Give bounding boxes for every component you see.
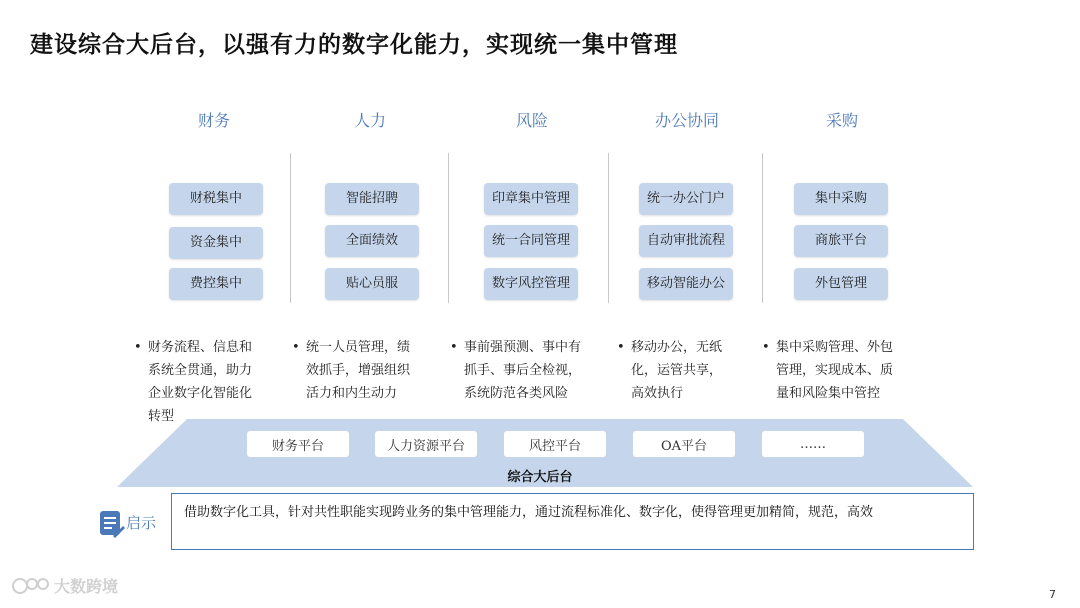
capability-chip: 集中采购 [794,183,888,215]
column-divider [762,153,763,303]
platform-item: …… [762,431,864,457]
column-heading-office: 办公协同 [654,111,719,130]
column-description-hr: • 统一人员管理，绩 效抓手，增强组织 活力和内生动力 [306,336,451,405]
capability-chip: 智能招聘 [325,183,419,215]
column-divider [448,153,449,303]
insight-text: 借助数字化工具，针对共性职能实现跨业务的集中管理能力，通过流程标准化、数字化，使得管理更加精简，规范，高效 [184,505,874,520]
capability-chip: 统一合同管理 [484,225,578,257]
capability-chip: 统一办公门户 [639,183,733,215]
capability-chip: 移动智能办公 [639,268,733,300]
bullet-icon: • [762,340,770,355]
column-heading-finance: 财务 [197,111,230,130]
column-description-finance: • 财务流程、信息和 系统全贯通，助力 企业数字化智能化 转型 [148,336,293,428]
column-divider [608,153,609,303]
capability-chip: 贴心员服 [325,268,419,300]
page-number: 7 [1049,588,1056,601]
watermark [12,574,118,597]
capability-chip: 数字风控管理 [484,268,578,300]
capability-chip: 商旅平台 [794,225,888,257]
column-heading-hr: 人力 [353,111,386,130]
bullet-icon: • [292,340,300,355]
platform-item: 财务平台 [247,431,349,457]
watermark-text: 大数跨境 [54,577,119,596]
column-description-office: • 移动办公，无纸 化，运管共享， 高效执行 [631,336,776,405]
column-divider [290,153,291,303]
capability-chip: 全面绩效 [325,225,419,257]
capability-chip: 费控集中 [169,268,263,300]
capability-chip: 财税集中 [169,183,263,215]
page-title: 建设综合大后台，以强有力的数字化能力，实现统一集中管理 [30,32,678,58]
bullet-icon: • [450,340,458,355]
column-description-risk: • 事前强预测、事中有 抓手、事后全检视， 系统防范各类风险 [464,336,609,405]
bullet-icon: • [134,340,142,355]
bullet-icon: • [617,340,625,355]
platform-item: 人力资源平台 [375,431,477,457]
watermark-logo-icon [12,576,50,596]
capability-chip: 印章集中管理 [484,183,578,215]
capability-chip: 自动审批流程 [639,225,733,257]
insight-label: 启示 [126,514,157,532]
column-heading-procurement: 采购 [825,111,858,130]
column-heading-risk: 风险 [515,111,548,130]
capability-chip: 外包管理 [794,268,888,300]
note-icon [99,510,125,538]
insight-box [171,493,974,550]
platform-item: 风控平台 [504,431,606,457]
platform-label: 综合大后台 [507,470,573,485]
column-description-procurement: • 集中采购管理、外包 管理，实现成本、质 量和风险集中管控 [776,336,921,405]
capability-chip: 资金集中 [169,227,263,259]
platform-item: OA平台 [633,431,735,457]
